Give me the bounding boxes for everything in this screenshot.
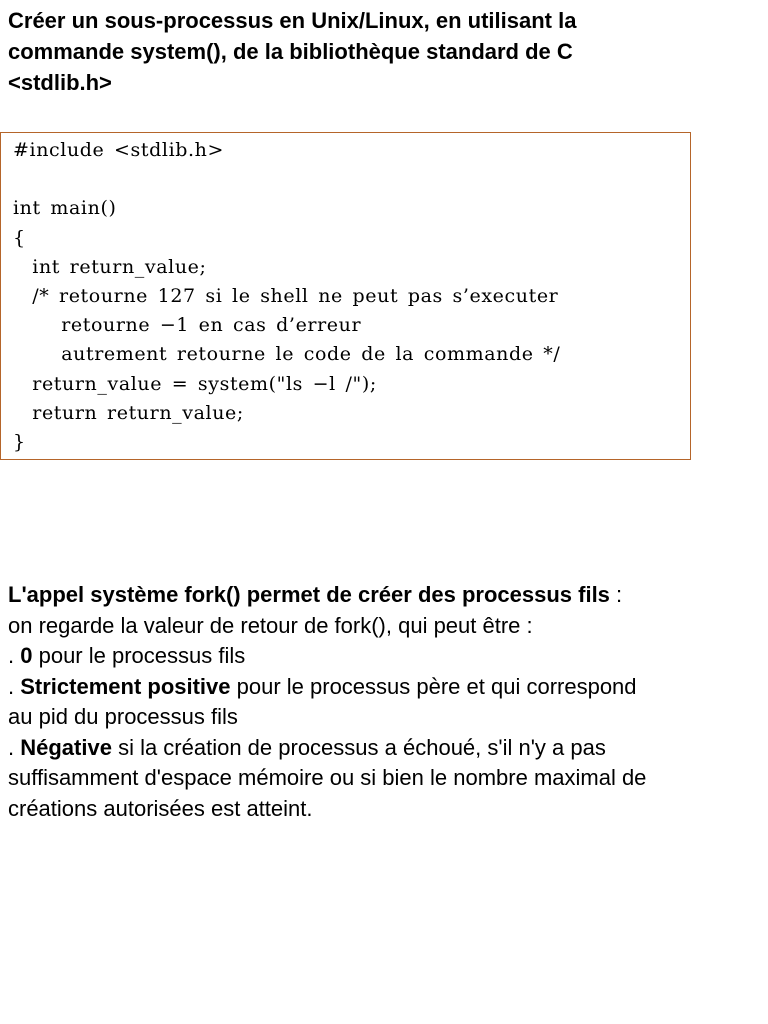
- fork-item-negative-cont-1: suffisamment d'espace mémoire ou si bien le nombre maximal de: [8, 765, 647, 790]
- fork-intro-rest: :: [609, 582, 623, 607]
- code-line: #include <stdlib.h>: [13, 139, 225, 161]
- code-line: [13, 165, 560, 194]
- code-line: }: [13, 430, 26, 453]
- fork-item-zero-bold: 0: [20, 643, 33, 668]
- fork-item-positive-cont: au pid du processus fils: [8, 704, 238, 729]
- fork-line-2: on regarde la valeur de retour de fork(), qui peut être :: [8, 612, 533, 638]
- fork-intro: [8, 580, 760, 611]
- code-line: int main(): [13, 197, 117, 220]
- code-listing: [13, 136, 560, 457]
- title-line-1: Créer un sous-processus en Unix/Linux, en utilisant la: [8, 8, 577, 33]
- fork-item-zero-text: pour le processus fils: [32, 643, 246, 668]
- fork-intro-bold: L'appel système fork() permet de créer des processus fils: [8, 582, 610, 607]
- code-listing-box: [0, 132, 691, 460]
- title-line-3: <stdlib.h>: [8, 70, 112, 95]
- bullet-prefix: .: [8, 673, 21, 699]
- fork-item-negative: [8, 733, 760, 764]
- fork-item-negative-text: si la création de processus a échoué, s'il n'y a pas: [111, 734, 606, 760]
- fork-item-positive-bold: Strictement positive: [20, 673, 231, 699]
- bullet-prefix: .: [8, 734, 21, 760]
- code-line: {: [13, 226, 26, 249]
- fork-item-positive: [8, 672, 760, 703]
- fork-item-negative-cont-2: créations autorisées est atteint.: [8, 795, 313, 821]
- code-line: retourne −1 en cas d’erreur: [13, 314, 362, 337]
- code-line: int return_value;: [13, 255, 207, 278]
- fork-item-negative-bold: Négative: [20, 734, 112, 760]
- code-line: return_value = system("ls −l /");: [13, 372, 377, 395]
- fork-item-positive-text: pour le processus père et qui correspond: [230, 673, 637, 699]
- page-title: [8, 5, 758, 98]
- code-line: autrement retourne le code de la commande */: [13, 343, 561, 366]
- title-line-2: commande system(), de la bibliothèque standard de C: [8, 39, 573, 64]
- code-line: /* retourne 127 si le shell ne peut pas s’executer: [13, 284, 559, 307]
- bullet-prefix: .: [8, 643, 21, 668]
- code-line: return return_value;: [13, 401, 244, 424]
- fork-explanation: [8, 580, 760, 824]
- fork-item-zero: [8, 641, 760, 672]
